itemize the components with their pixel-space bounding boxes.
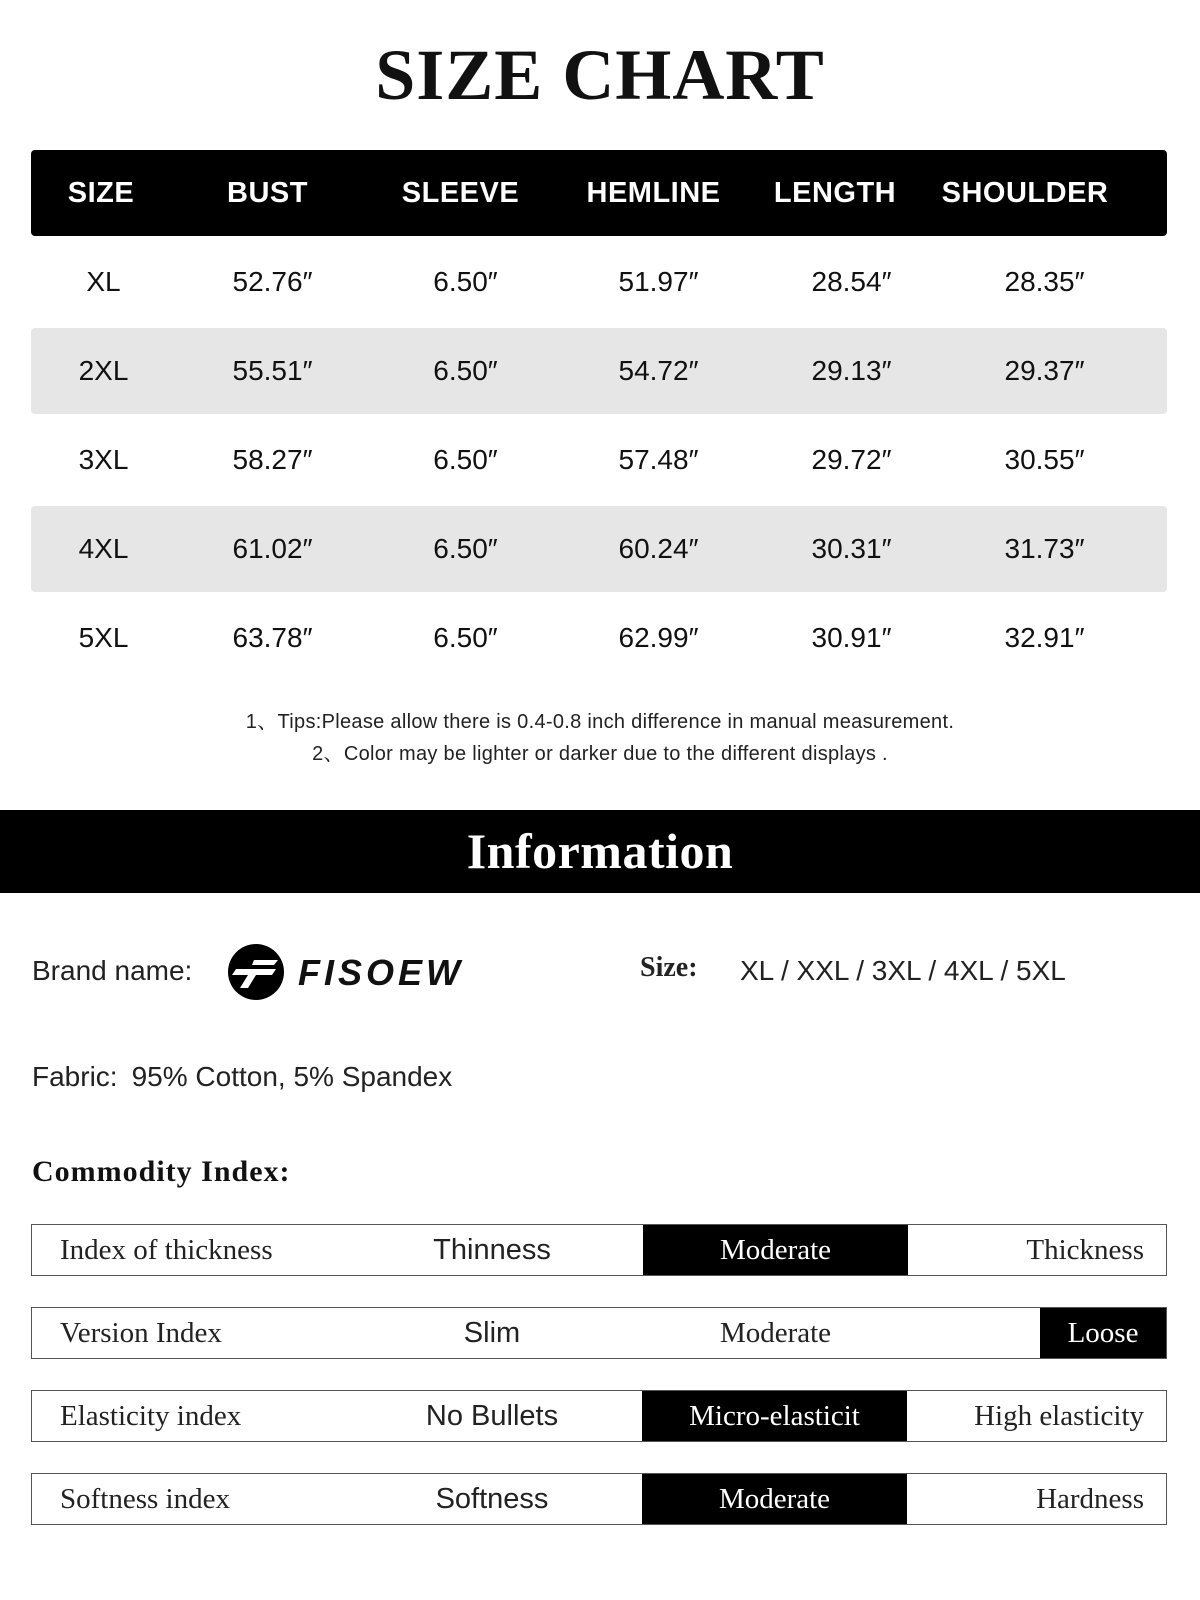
- cell-bust: 61.02″: [232, 533, 313, 564]
- cell-shoulder: 29.37″: [1004, 355, 1085, 386]
- index-option: High elasticity: [974, 1399, 1144, 1432]
- cell-hemline: 57.48″: [618, 444, 699, 475]
- cell-shoulder: 28.35″: [1004, 266, 1085, 297]
- cell-bust: 52.76″: [232, 266, 313, 297]
- cell-bust: 58.27″: [232, 444, 313, 475]
- fabric-info: [32, 1061, 452, 1093]
- header-shoulder: SHOULDER: [941, 176, 1109, 209]
- measurement-tips: [0, 706, 1200, 770]
- index-option: Thickness: [1026, 1233, 1144, 1266]
- header-sleeve: SLEEVE: [401, 176, 520, 209]
- page-title: SIZE CHART: [375, 35, 825, 115]
- cell-size: 2XL: [78, 355, 129, 386]
- cell-hemline: 60.24″: [618, 533, 699, 564]
- index-row-softness: [31, 1473, 1167, 1525]
- cell-shoulder: 31.73″: [1004, 533, 1085, 564]
- tip-line: 2、Color may be lighter or darker due to the different displays .: [312, 743, 888, 765]
- header-hemline: HEMLINE: [586, 176, 721, 209]
- cell-size: 4XL: [78, 533, 129, 564]
- index-option: Slim: [463, 1316, 521, 1349]
- cell-bust: 55.51″: [232, 355, 313, 386]
- size-value: XL / XXL / 3XL / 4XL / 5XL: [740, 955, 1066, 986]
- cell-sleeve: 6.50″: [433, 355, 498, 386]
- brand-logo-text: FISOEW: [298, 952, 464, 993]
- table-row: [31, 506, 1167, 592]
- cell-length: 28.54″: [811, 266, 892, 297]
- cell-sleeve: 6.50″: [433, 622, 498, 653]
- table-row: [31, 328, 1167, 414]
- fabric-value: 95% Cotton, 5% Spandex: [131, 1061, 453, 1092]
- index-option-selected: Loose: [1040, 1308, 1166, 1358]
- cell-size: 3XL: [78, 444, 129, 475]
- table-row: [31, 239, 1167, 325]
- table-row: [31, 417, 1167, 503]
- cell-length: 29.13″: [811, 355, 892, 386]
- index-label: Version Index: [60, 1316, 222, 1349]
- index-option-selected: Moderate: [643, 1225, 908, 1275]
- fabric-label: Fabric:: [32, 1061, 118, 1092]
- index-option: No Bullets: [425, 1399, 559, 1432]
- index-option: Softness: [435, 1482, 549, 1515]
- information-banner: Information: [0, 810, 1200, 893]
- cell-hemline: 51.97″: [618, 266, 699, 297]
- header-bust: BUST: [227, 176, 308, 209]
- index-option-selected: Moderate: [642, 1474, 907, 1524]
- index-option-selected: Micro-elasticit: [642, 1391, 907, 1441]
- cell-size: 5XL: [78, 622, 129, 653]
- tip-line: 1、Tips:Please allow there is 0.4-0.8 inch difference in manual measurement.: [245, 711, 955, 733]
- index-option: Moderate: [719, 1316, 832, 1349]
- brand-logo: [226, 942, 496, 1002]
- brand-name-label: Brand name:: [32, 955, 193, 986]
- cell-size: XL: [86, 266, 121, 297]
- index-option: Thinness: [433, 1233, 551, 1266]
- cell-length: 29.72″: [811, 444, 892, 475]
- cell-hemline: 62.99″: [618, 622, 699, 653]
- cell-hemline: 54.72″: [618, 355, 699, 386]
- cell-bust: 63.78″: [232, 622, 313, 653]
- table-header: [31, 150, 1167, 236]
- cell-length: 30.31″: [811, 533, 892, 564]
- index-label: Index of thickness: [60, 1233, 273, 1266]
- cell-sleeve: 6.50″: [433, 533, 498, 564]
- cell-sleeve: 6.50″: [433, 266, 498, 297]
- cell-shoulder: 30.55″: [1004, 444, 1085, 475]
- header-size: SIZE: [67, 176, 135, 209]
- index-label: Softness index: [60, 1482, 230, 1515]
- cell-sleeve: 6.50″: [433, 444, 498, 475]
- index-label: Elasticity index: [60, 1399, 242, 1432]
- index-row-version: [31, 1307, 1167, 1359]
- index-row-elasticity: [31, 1390, 1167, 1442]
- cell-length: 30.91″: [811, 622, 892, 653]
- size-label: Size:: [640, 952, 698, 983]
- cell-shoulder: 32.91″: [1004, 622, 1085, 653]
- size-table: [31, 150, 1167, 681]
- header-length: LENGTH: [773, 176, 897, 209]
- commodity-index-title: Commodity Index:: [32, 1155, 291, 1188]
- table-row: [31, 595, 1167, 681]
- index-option: Hardness: [1036, 1482, 1144, 1515]
- index-row-thickness: [31, 1224, 1167, 1276]
